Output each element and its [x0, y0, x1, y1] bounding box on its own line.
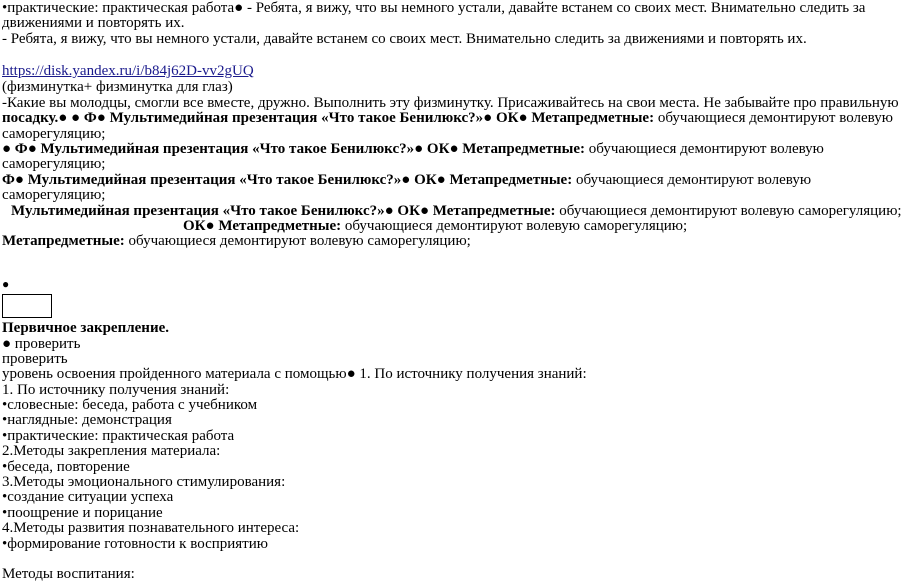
- list-item: •практические: практическая работа: [2, 428, 235, 444]
- text-line: уровень освоения пройденного материала с помощью● 1. По источнику получения знаний:: [2, 366, 587, 382]
- text-line: - Ребята, я вижу, что вы немного устали, давайте встанем со своих мест. Внимательно следить за движениями и повторять их.: [2, 31, 807, 47]
- text-run: обучающиеся демонтируют волевую: [654, 110, 893, 126]
- text-line: [2, 141, 824, 157]
- text-line: саморегуляцию;: [2, 156, 106, 172]
- bold-run: Ф● Мультимедийная презентация «Что такое Бенилюкс?»● ОК● Метапредметные:: [2, 172, 573, 188]
- text-line: Методы воспитания:: [2, 566, 135, 582]
- bold-run: посадку.● ● Ф● Мультимедийная презентация «Что такое Бенилюкс?»● ОК● Метапредметные:: [2, 110, 655, 126]
- text-line: движениями и повторять их.: [2, 15, 185, 31]
- bold-run: ● Ф● Мультимедийная презентация «Что такое Бенилюкс?»● ОК● Метапредметные:: [2, 141, 586, 157]
- text-line: саморегуляцию;: [2, 187, 106, 203]
- text-line: [2, 172, 811, 188]
- text-line: ● проверить: [2, 336, 81, 352]
- text-line: (физминутка+ физминутка для глаз): [2, 79, 233, 95]
- text-line: -Какие вы молодцы, смогли все вместе, дружно. Выполнить эту физминутку. Присаживайтесь на свои места. Не забывайте про правильную: [2, 95, 899, 111]
- text-line: 2.Методы закрепления материала:: [2, 443, 221, 459]
- text-line: •практические: практическая работа● - Ребята, я вижу, что вы немного устали, давайте встанем со своих мест. Внимательно следить за: [2, 0, 866, 16]
- text-run: обучающиеся демонтируют волевую саморегуляцию;: [341, 218, 688, 234]
- text-run: обучающиеся демонтируют волевую саморегуляцию;: [124, 233, 471, 249]
- text-line: 4.Методы развития познавательного интереса:: [2, 520, 300, 536]
- bold-run: ОК● Метапредметные:: [183, 218, 342, 234]
- bold-run: Метапредметные:: [2, 233, 125, 249]
- yandex-disk-link[interactable]: https://disk.yandex.ru/i/b84j62D-vv2gUQ: [2, 63, 254, 79]
- list-item: •создание ситуации успеха: [2, 489, 174, 505]
- empty-cell-box: [2, 294, 52, 318]
- text-line: [2, 233, 471, 249]
- text-line: саморегуляцию;: [2, 126, 106, 142]
- text-line: [11, 203, 902, 219]
- list-item: •поощрение и порицание: [2, 505, 163, 521]
- bold-run: Мультимедийная презентация «Что такое Бенилюкс?»● ОК● Метапредметные:: [11, 203, 556, 219]
- list-item: •беседа, повторение: [2, 459, 130, 475]
- text-run: обучающиеся демонтируют волевую саморегуляцию;: [555, 203, 902, 219]
- text-run: обучающиеся демонтируют волевую: [572, 172, 812, 188]
- text-line: [2, 110, 893, 126]
- text-run: обучающиеся демонтируют волевую: [585, 141, 824, 157]
- bullet: ●: [2, 277, 10, 291]
- section-heading: Первичное закрепление.: [2, 320, 169, 336]
- text-line: проверить: [2, 351, 68, 367]
- text-line: 3.Методы эмоционального стимулирования:: [2, 474, 286, 490]
- text-line: [183, 218, 687, 234]
- text-line: 1. По источнику получения знаний:: [2, 382, 230, 398]
- list-item: •формирование готовности к восприятию: [2, 536, 268, 552]
- list-item: •наглядные: демонстрация: [2, 412, 172, 428]
- list-item: •словесные: беседа, работа с учебником: [2, 397, 258, 413]
